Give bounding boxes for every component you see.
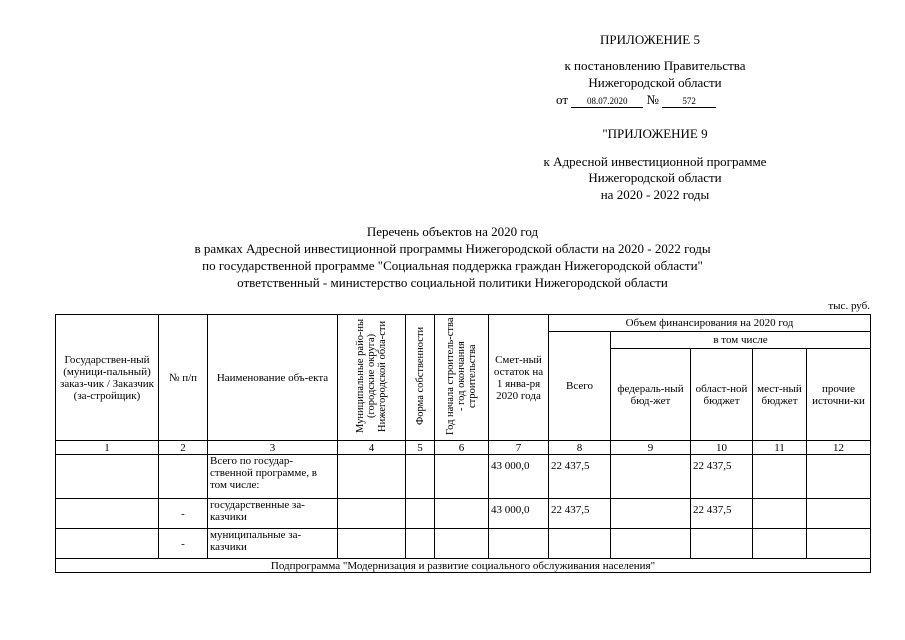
document-title-1: Перечень объектов на 2020 год [366, 224, 539, 239]
from-label: от [556, 92, 569, 107]
col-customer-header: Государствен-ный (муници-пальный) заказ-чик / Заказчик (за-стройщик) [56, 315, 159, 441]
row-municipality [338, 529, 406, 559]
row-object-name: муниципальные за-казчики [208, 529, 338, 559]
row-federal [611, 499, 691, 529]
column-number: 7 [489, 441, 549, 455]
units-label: тыс. руб. [828, 300, 870, 312]
document-title-2: в рамках Адресной инвестиционной программы Нижегородской области на 2020 - 2022 годы [194, 241, 711, 256]
col-federal-header: федераль-ный бюд-жет [611, 349, 691, 441]
decree-line-2: Нижегородской области [588, 75, 722, 90]
row-local [753, 499, 807, 529]
row-municipality [338, 455, 406, 499]
row-local [753, 455, 807, 499]
col-years-text: Год начала строитель-ства - год окончания строительства [445, 317, 478, 435]
column-number: 5 [406, 441, 435, 455]
funding-header: Объем финансирования на 2020 год [549, 315, 871, 332]
col-other-header: прочие источни-ки [807, 349, 871, 441]
col-municipality-text: Муниципальные райо-ны (городские округа) Нижегородской обла-сти [355, 318, 388, 434]
row-regional: 22 437,5 [691, 455, 753, 499]
program-line-1: к Адресной инвестиционной программе [543, 154, 767, 169]
decree-line-1: к постановлению Правительства [564, 58, 746, 73]
decree-date: 08.07.2020 [571, 96, 643, 108]
column-number: 12 [807, 441, 871, 455]
row-federal [611, 455, 691, 499]
row-customer [56, 499, 159, 529]
program-line-2: Нижегородской области [588, 170, 722, 185]
decree-date-line [556, 92, 756, 108]
row-object-name: государственные за-казчики [208, 499, 338, 529]
column-number: 3 [208, 441, 338, 455]
document-title-3: по государственной программе "Социальная поддержка граждан Нижегородской области" [202, 258, 703, 273]
row-ownership [406, 455, 435, 499]
row-number: - [159, 499, 208, 529]
program-line-3: на 2020 - 2022 годы [600, 187, 710, 202]
col-regional-header: област-ной бюджет [691, 349, 753, 441]
col-estimate-header: Смет-ный остаток на 1 янва-ря 2020 года [489, 315, 549, 441]
row-years [435, 455, 489, 499]
subprogram-row: Подпрограмма "Модернизация и развитие социального обслуживания населения" [56, 559, 871, 573]
row-estimate: 43 000,0 [489, 499, 549, 529]
row-years [435, 529, 489, 559]
col-ownership-header [406, 315, 435, 441]
col-years-header [435, 315, 489, 441]
row-other [807, 529, 871, 559]
table-row [56, 529, 871, 559]
column-number: 11 [753, 441, 807, 455]
row-ownership [406, 529, 435, 559]
row-customer [56, 455, 159, 499]
row-other [807, 455, 871, 499]
column-number: 8 [549, 441, 611, 455]
row-years [435, 499, 489, 529]
column-number: 9 [611, 441, 691, 455]
col-municipality-header [338, 315, 406, 441]
row-total: 22 437,5 [549, 499, 611, 529]
col-total-header: Всего [549, 332, 611, 441]
row-ownership [406, 499, 435, 529]
col-ownership-text: Форма собственности [414, 326, 426, 426]
row-municipality [338, 499, 406, 529]
column-number: 4 [338, 441, 406, 455]
col-object-name-header: Наименование объ-екта [208, 315, 338, 441]
decree-number: 572 [662, 96, 716, 108]
column-number: 2 [159, 441, 208, 455]
number-sign: № [646, 92, 659, 107]
row-local [753, 529, 807, 559]
col-local-header: мест-ный бюджет [753, 349, 807, 441]
row-object-name: Всего по государ-ственной программе, в том числе: [208, 455, 338, 499]
row-regional: 22 437,5 [691, 499, 753, 529]
column-number: 6 [435, 441, 489, 455]
row-customer [56, 529, 159, 559]
col-number-header: № п/п [159, 315, 208, 441]
objects-table [55, 314, 871, 573]
row-estimate: 43 000,0 [489, 455, 549, 499]
row-number [159, 455, 208, 499]
appendix-5-label: ПРИЛОЖЕНИЕ 5 [600, 32, 700, 47]
appendix-9-label: "ПРИЛОЖЕНИЕ 9 [602, 126, 708, 141]
row-estimate [489, 529, 549, 559]
row-regional [691, 529, 753, 559]
row-number: - [159, 529, 208, 559]
row-federal [611, 529, 691, 559]
document-title-4: ответственный - министерство социальной политики Нижегородской области [237, 275, 668, 290]
row-other [807, 499, 871, 529]
column-numbers-row [56, 441, 871, 455]
row-total: 22 437,5 [549, 455, 611, 499]
row-total [549, 529, 611, 559]
table-row [56, 455, 871, 499]
column-number: 10 [691, 441, 753, 455]
column-number: 1 [56, 441, 159, 455]
table-row [56, 499, 871, 529]
including-header: в том числе [611, 332, 871, 349]
